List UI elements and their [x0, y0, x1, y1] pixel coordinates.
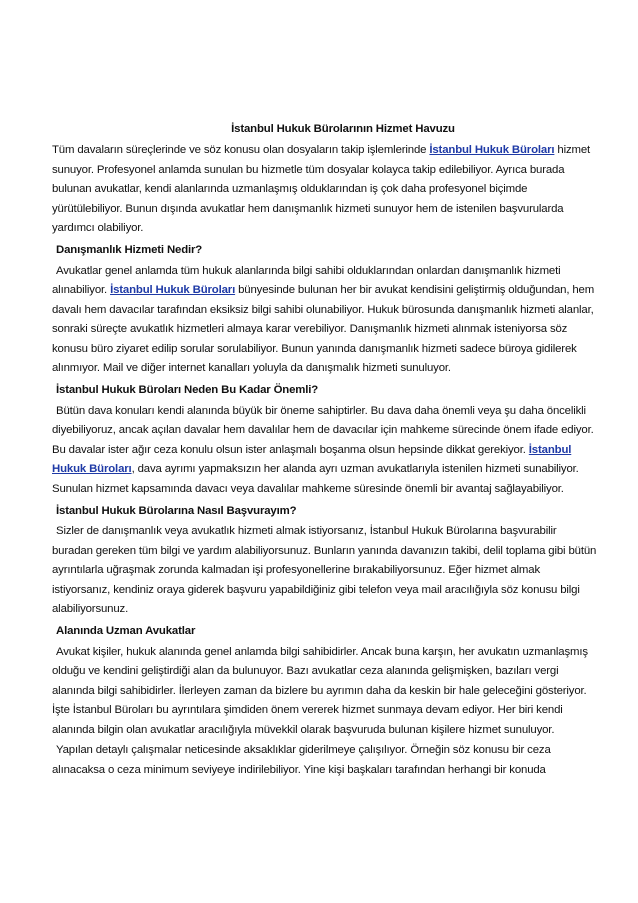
- section-danismanlik: [52, 240, 600, 378]
- istanbul-hukuk-link-3[interactable]: İstanbul Hukuk Büroları: [52, 443, 572, 476]
- section-heading-uzman: Alanında Uzman Avukatlar: [56, 625, 196, 638]
- danismanlik-text-1: Avukatlar genel anlamda tüm hukuk alanlarında bilgi sahibi olduklarından onlardan danışmanlık hizmeti alınabiliyor.: [52, 264, 561, 297]
- intro-text-2: hizmet sunuyor. Profesyonel anlamda sunulan bu hizmetle tüm dosyalar kolayca takip edilebiliyor. Ayrıca burada bulunan avukatlar, kendi alanlarında uzmanlaşmış olduklarından iş çok daha profesyonel biçimde yürütülebiliyor. Bunun dışında avukatlar hem danışmanlık hizmeti sunuyor hem de istenilen başvurularda yardımcı olabiliyor.: [52, 144, 591, 235]
- danismanlik-text-2: bünyesinde bulunan her bir avukat kendisini geliştirmiş olduğundan, hem davalı hem davacılar tarafından eksiksiz bilgi sahibi olunabiliyor. Hukuk bürosunda danışmanlık hizmeti alanlar, sonraki süreçte avukatlık hizmetleri almaya karar verebiliyor. Danışmanlık hizmeti alınmak isteniyorsa söz konusu büro ziyaret edilip sorular sorulabiliyor. Bunun yanında danışmanlık hizmeti sadece büroya gidilerek alınmıyor. Mail ve diğer internet kanalları yoluyla da danışmalık hizmeti sunuluyor.: [52, 284, 595, 374]
- onem-paragraph: [52, 402, 600, 499]
- basvuru-paragraph: Sizler de danışmanlık veya avukatlık hizmeti almak istiyorsanız, İstanbul Hukuk Bürolarına başvurabilir buradan gereken tüm bilgi ve yardım alabiliyorsunuz. Bunların yanında davanızın takibi, delil toplama gibi bütün ayrıntılarla uğraşmak zorunda kalmadan işi profesyonellerine bırakabiliyorsunuz. Eğer hizmet almak istiyorsanız, kendiniz oraya giderek başvuru yapabildiğiniz gibi telefon veya mail aracılığıyla söz konusu bilgi alabiliyorsunuz.: [52, 525, 597, 616]
- intro-text-1: Tüm davaların süreçlerinde ve söz konusu olan dosyaların takip işlemlerinde: [52, 144, 430, 157]
- uzman-paragraph-2: Yapılan detaylı çalışmalar neticesinde aksaklıklar giderilmeye çalışılıyor. Örneğin söz konusu bir ceza alınacaksa o ceza minimum seviyeye indirilebiliyor. Yine kişi başkaları tarafından herhangi bir konuda: [52, 744, 551, 776]
- onem-text-2: , dava ayrımı yapmaksızın her alanda ayrı uzman avukatlarıyla istenilen hizmeti sunabiliyor. Sunulan hizmet kapsamında davacı veya davalılar mahkeme süresinde önemli bir avantaj sağlayabiliyor.: [52, 463, 579, 495]
- document-content: [52, 120, 600, 782]
- intro-paragraph: [52, 141, 600, 238]
- document-title: İstanbul Hukuk Bürolarının Hizmet Havuzu: [231, 123, 455, 135]
- danismanlik-paragraph: [52, 262, 600, 378]
- section-heading-onem: İstanbul Hukuk Büroları Neden Bu Kadar Önemli?: [56, 384, 319, 397]
- istanbul-hukuk-link-1[interactable]: İstanbul Hukuk Büroları: [429, 144, 555, 157]
- section-uzman: [52, 621, 600, 780]
- section-onem: [52, 380, 600, 499]
- section-heading-basvuru: İstanbul Hukuk Bürolarına Nasıl Başvurayım?: [56, 504, 297, 517]
- section-heading-danismanlik: Danışmanlık Hizmeti Nedir?: [56, 244, 203, 257]
- onem-text-1: Bütün dava konuları kendi alanında büyük bir öneme sahiptirler. Bu dava daha önemli veya şu daha öncelikli diyebiliyoruz, ancak açılan davalar hem davalılar hem de davacılar için mahkeme sürecinde önem ifade ediyor. Bu davalar ister ağır ceza konulu olsun ister anlaşmalı boşanma olsun hepsinde dikkat gerekiyor.: [52, 404, 594, 456]
- section-basvuru: [52, 501, 600, 620]
- istanbul-hukuk-link-2[interactable]: İstanbul Hukuk Büroları: [110, 284, 236, 297]
- uzman-paragraph-1: Avukat kişiler, hukuk alanında genel anlamda bilgi sahibidirler. Ancak buna karşın, her avukatın uzmanlaşmış olduğu ve kendini geliştirdiği alan da bulunuyor. Bazı avukatlar ceza alanında gelişmişken, bazıları vergi alanında bilgi sahibidirler. İlerleyen zaman da bizlere bu ayrımın daha da keskin bir hale geleceğini gösteriyor. İşte İstanbul Büroları bu ayrıntılara şimdiden önem vererek hizmet sunmaya devam ediyor. Her biri kendi alanında bilgin olan avukatlar aracılığıyla müvekkil olarak başvuruda bulunan kişilere hizmet sunuluyor.: [52, 645, 588, 736]
